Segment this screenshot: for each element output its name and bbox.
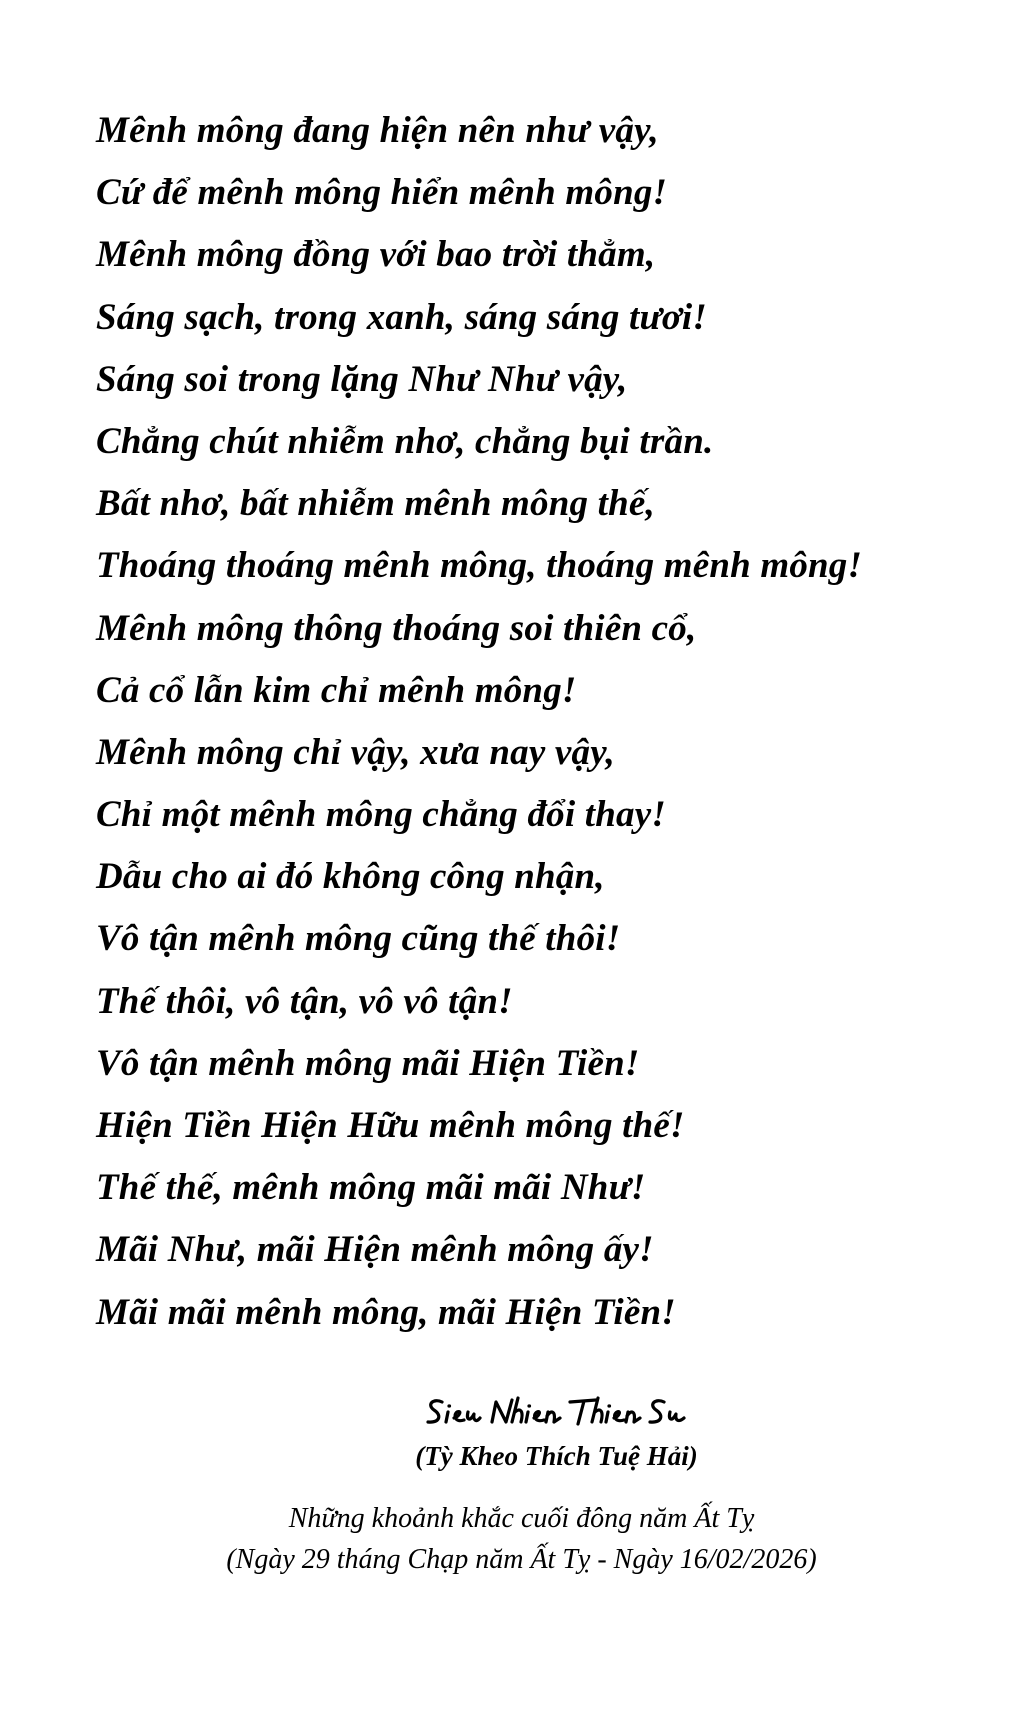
poem-line: Vô tận mênh mông cũng thế thôi!	[96, 918, 621, 960]
poem-line: Mênh mông thông thoáng soi thiên cổ,	[96, 607, 697, 649]
poem-line: Thế thế, mênh mông mãi mãi Như!	[96, 1167, 646, 1209]
poem-line: Cứ để mênh mông hiển mênh mông!	[96, 172, 668, 214]
poem-line: Mãi Như, mãi Hiện mênh mông ấy!	[96, 1229, 654, 1271]
poem-line: Thoáng thoáng mênh mông, thoáng mênh mông!	[96, 545, 863, 587]
date-note-line-2: (Ngày 29 tháng Chạp năm Ất Tỵ - Ngày 16/02/2026)	[226, 1544, 817, 1575]
poem-line: Vô tận mênh mông mãi Hiện Tiền!	[96, 1042, 640, 1084]
poem-line: Sáng soi trong lặng Như Như vậy,	[96, 358, 628, 400]
poem-line: Thế thôi, vô tận, vô vô tận!	[96, 980, 513, 1022]
author-title: (Tỳ Kheo Thích Tuệ Hải)	[415, 1441, 698, 1471]
signature-graphic	[420, 1390, 700, 1434]
poem-line: Cả cổ lẫn kim chỉ mênh mông!	[96, 669, 577, 711]
poem-line: Dẫu cho ai đó không công nhận,	[96, 856, 605, 898]
poem-line: Chẳng chút nhiễm nhơ, chẳng bụi trần.	[96, 420, 714, 462]
poem-line: Mênh mông đồng với bao trời thẳm,	[96, 234, 656, 276]
poem-line: Bất nhơ, bất nhiễm mênh mông thế,	[96, 483, 655, 525]
poem-line: Mênh mông đang hiện nên như vậy,	[96, 110, 659, 151]
poem-line: Sáng sạch, trong xanh, sáng sáng tươi!	[96, 296, 707, 338]
poem	[96, 100, 862, 1344]
date-note-line-1: Những khoảnh khắc cuối đông năm Ất Tỵ	[288, 1503, 755, 1534]
poem-line: Mãi mãi mênh mông, mãi Hiện Tiền!	[96, 1291, 676, 1333]
handwritten-signature	[420, 1390, 700, 1434]
poem-line: Mênh mông chỉ vậy, xưa nay vậy,	[96, 731, 615, 773]
poem-line: Hiện Tiền Hiện Hữu mênh mông thế!	[96, 1105, 685, 1146]
poem-line: Chỉ một mênh mông chẳng đổi thay!	[96, 794, 666, 836]
